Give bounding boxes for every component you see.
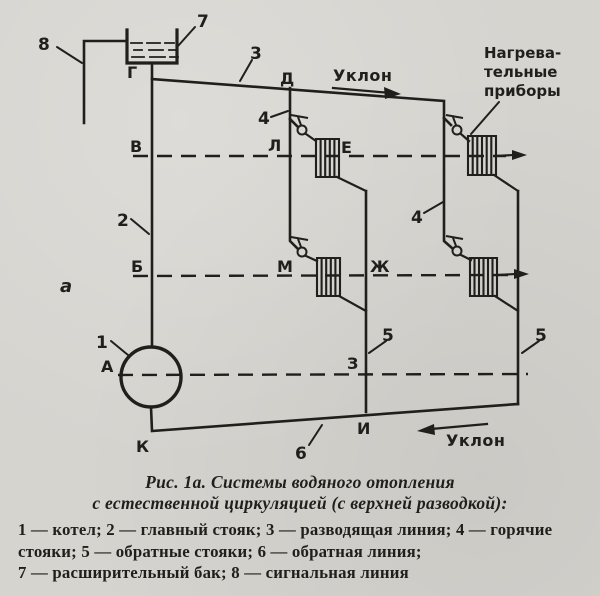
radiator-outlets	[337, 175, 518, 311]
callout-7: 7	[197, 12, 209, 32]
label-point-e: Е	[341, 138, 352, 157]
heaters-label-line1: Нагрева-	[484, 44, 562, 62]
label-point-zh: Ж	[370, 257, 390, 276]
leader-4b	[424, 202, 443, 213]
slope-label-bottom: Уклон	[446, 431, 506, 450]
label-point-d: Д	[280, 69, 295, 88]
callout-1: 1	[96, 333, 108, 353]
callout-5: 5	[382, 326, 394, 346]
caption-title-line2: с естественной циркуляцией (с верхней разводкой):	[92, 493, 508, 513]
axis-B-arrow-shaft	[499, 274, 515, 275]
caption-title-line1: Рис. 1а. Системы водяного отопления	[145, 472, 455, 492]
slope-label-top: Уклон	[333, 66, 393, 85]
label-point-l: Л	[268, 136, 282, 155]
leader-7	[178, 27, 195, 46]
label-point-i: И	[357, 419, 371, 438]
axis-line-A	[118, 374, 528, 375]
leader-6	[309, 425, 322, 445]
leader-4a	[271, 111, 288, 117]
legend-line1: 1 — котел; 2 — главный стояк; 3 — разводящая линия; 4 — горячие	[18, 520, 553, 539]
callout-3: 3	[250, 44, 262, 64]
leader-8	[57, 47, 82, 63]
leader-1	[111, 341, 128, 355]
arrow-right-icon	[512, 150, 527, 160]
water-level-lines	[131, 43, 178, 57]
legend-line3: 7 — расширительный бак; 8 — сигнальная линия	[18, 563, 409, 582]
callout-5: 5	[535, 326, 547, 346]
label-point-k: К	[136, 437, 150, 456]
expansion-tank	[127, 30, 178, 63]
label-point-m: М	[277, 257, 293, 276]
heaters-label-line2: тельные	[484, 63, 558, 81]
boiler-circle	[121, 347, 181, 407]
callout-8: 8	[38, 35, 50, 55]
callout-2: 2	[117, 211, 129, 231]
arrow-right-icon	[514, 269, 529, 279]
leader-heaters	[471, 102, 499, 134]
heaters-annotation	[484, 44, 561, 100]
figure-legend	[0, 519, 600, 584]
heaters-label-line3: приборы	[484, 82, 561, 100]
label-point-g: Г	[127, 63, 138, 82]
figure-caption	[0, 472, 600, 584]
hot-riser-left	[290, 88, 297, 248]
label-point-v: В	[130, 137, 143, 156]
label-point-a: А	[101, 357, 114, 376]
valve-icon	[291, 237, 308, 257]
radiator	[316, 139, 339, 177]
valve-icon	[446, 115, 463, 135]
subfigure-letter: а	[60, 276, 73, 297]
distribution-line	[152, 79, 452, 248]
callout-4: 4	[411, 208, 423, 228]
radiator	[470, 258, 497, 296]
label-point-b: Б	[131, 257, 144, 276]
valve-icon	[291, 115, 308, 135]
callout-4: 4	[258, 109, 270, 129]
tank-walls	[127, 30, 177, 63]
legend-line2: стояки; 5 — обратные стояки; 6 — обратная линия;	[18, 541, 422, 561]
label-point-z: З	[347, 354, 359, 373]
callout-6: 6	[295, 444, 307, 464]
leader-2	[131, 219, 149, 234]
radiator	[317, 258, 340, 296]
signal-line	[84, 41, 127, 123]
axis-V-arrow-shaft	[496, 155, 513, 156]
